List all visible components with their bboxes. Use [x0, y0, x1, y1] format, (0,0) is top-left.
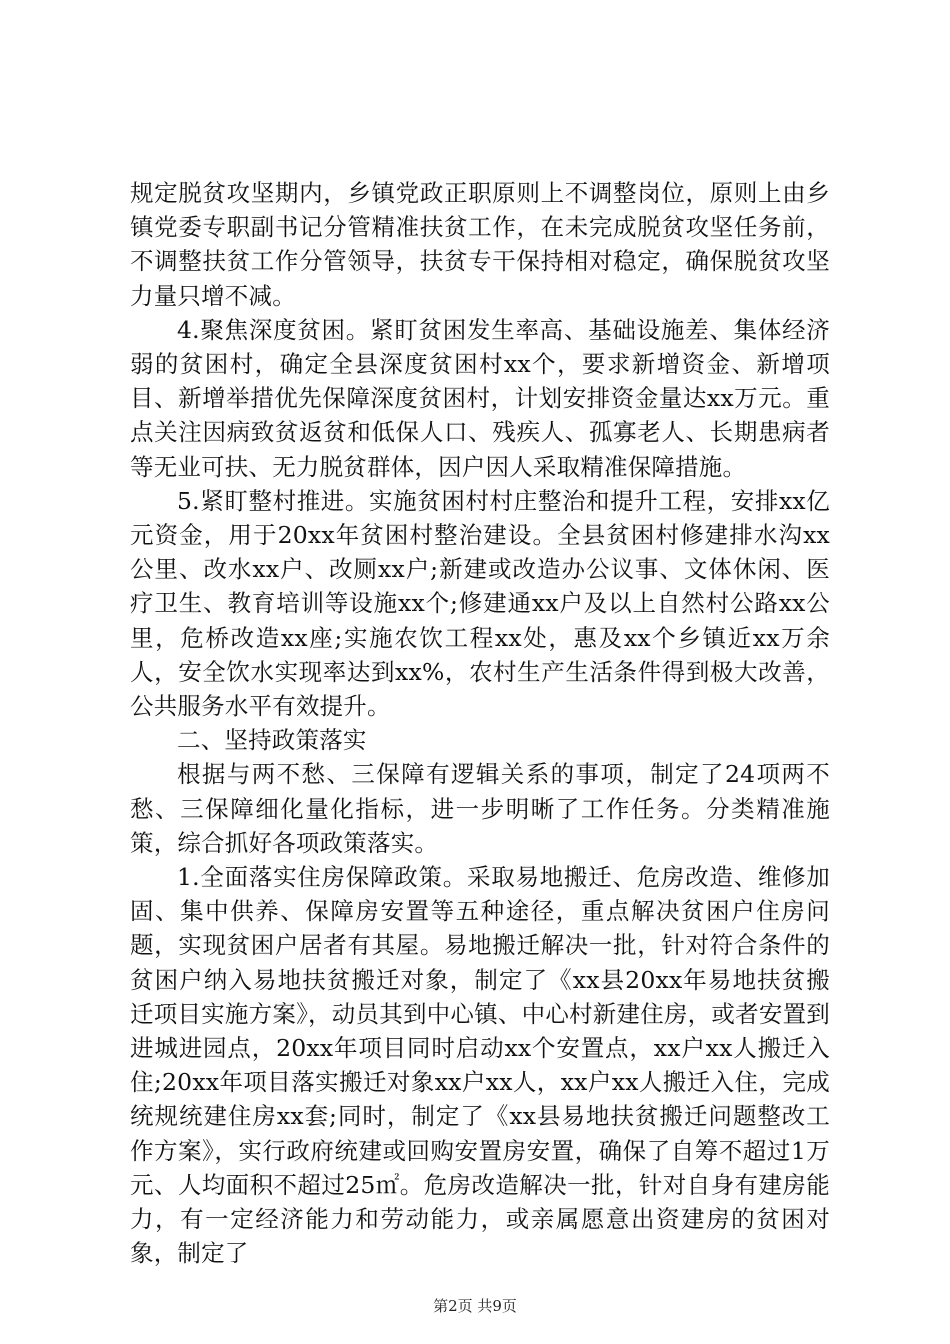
section-heading-policy: 二、坚持政策落实 — [177, 726, 367, 755]
page-number-footer: 第2页 共9页 — [433, 1297, 517, 1315]
paragraph-housing-policy: 1.全面落实住房保障政策。采取易地搬迁、危房改造、维修加固、集中供养、保障房安置等五种途径，重点解决贫困户住房问题，实现贫困户居者有其屋。易地搬迁解决一批，针对符合条件的贫困户纳入易地扶贫搬迁对象，制定了《xx县20xx年易地扶贫搬迁项目实施方案》，动员其到中心镇、中心村新建住房，或者安置到进城进园点，20xx年项目同时启动xx个安置点，xx户xx人搬迁入住;20xx年项目落实搬迁对象xx户xx人，xx户xx人搬迁入住，完成统规统建住房xx套;同时，制定了《xx县易地扶贫搬迁问题整改工作方案》，实行政府统建或回购安置房安置，确保了自筹不超过1万元、人均面积不超过25㎡。危房改造解决一批，针对自身有建房能力，有一定经济能力和劳动能力，或亲属愿意出资建房的贫困对象，制定了 — [130, 863, 830, 1268]
paragraph-continuation: 规定脱贫攻坚期内，乡镇党政正职原则上不调整岗位，原则上由乡镇党委专职副书记分管精准扶贫工作，在未完成脱贫攻坚任务前，不调整扶贫工作分管领导，扶贫专干保持相对稳定，确保脱贫攻坚力量只增不减。 — [130, 179, 830, 310]
paragraph-policy-intro: 根据与两不愁、三保障有逻辑关系的事项，制定了24项两不愁、三保障细化量化指标，进一步明晰了工作任务。分类精准施策，综合抓好各项政策落实。 — [130, 760, 830, 857]
paragraph-village-advance: 5.紧盯整村推进。实施贫困村村庄整治和提升工程，安排xx亿元资金，用于20xx年贫困村整治建设。全县贫困村修建排水沟xx公里、改水xx户、改厕xx户;新建或改造办公议事、文体休闲、医疗卫生、教育培训等设施xx个;修建通xx户及以上自然村公路xx公里，危桥改造xx座;实施农饮工程xx处，惠及xx个乡镇近xx万余人，安全饮水实现率达到xx%，农村生产生活条件得到极大改善，公共服务水平有效提升。 — [130, 486, 830, 721]
document-body — [130, 176, 830, 1271]
paragraph-deep-poverty: 4.聚焦深度贫困。紧盯贫困发生率高、基础设施差、集体经济弱的贫困村，确定全县深度贫困村xx个，要求新增资金、新增项目、新增举措优先保障深度贫困村，计划安排资金量达xx万元。重点关注因病致贫返贫和低保人口、残疾人、孤寡老人、长期患病者等无业可扶、无力脱贫群体，因户因人采取精准保障措施。 — [130, 315, 830, 481]
